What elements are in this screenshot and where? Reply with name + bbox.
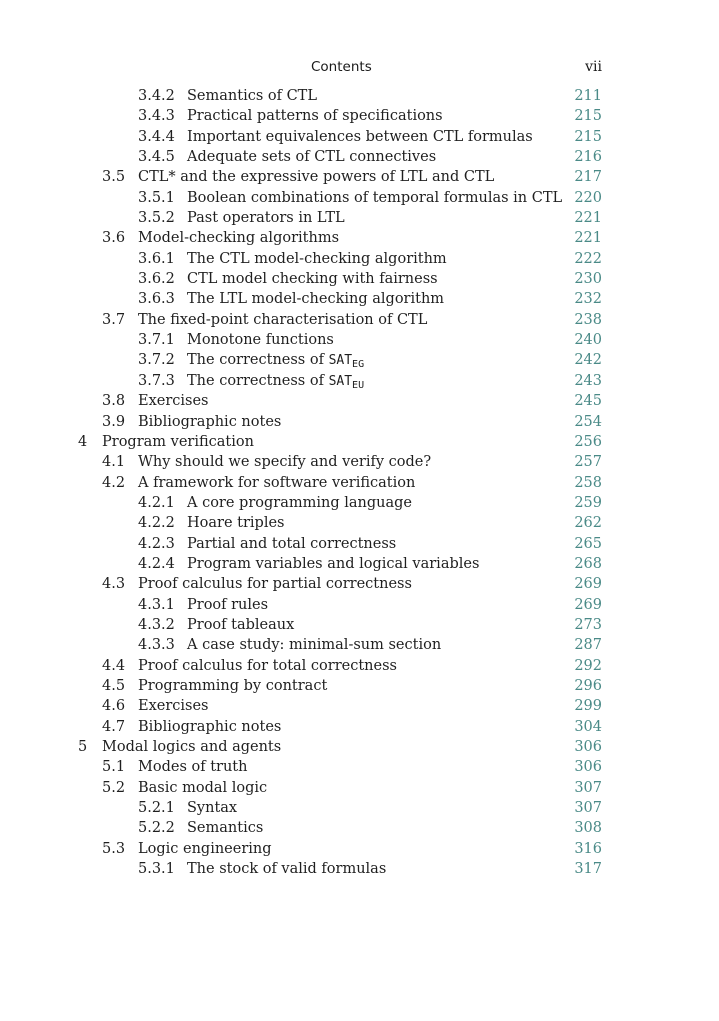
toc-entry-page-link[interactable]: 211 — [574, 88, 602, 104]
toc-entry-page-link[interactable]: 307 — [574, 779, 602, 796]
toc-subsection-row[interactable] — [0, 106, 719, 126]
toc-entry-title-text: Syntax — [187, 800, 238, 817]
toc-entry-number: 3.7 — [102, 311, 126, 328]
toc-entry-title — [138, 778, 267, 798]
toc-entry-title — [102, 432, 254, 452]
toc-entry-title-text: Bibliographic notes — [138, 718, 282, 735]
toc-entry-title-text: The stock of valid formulas — [187, 861, 387, 878]
toc-entry-page-link[interactable]: 257 — [574, 454, 602, 471]
toc-entry-number: 4.2.3 — [138, 535, 175, 552]
toc-entry-title — [138, 656, 397, 676]
toc-entry-number: 3.5 — [102, 169, 126, 186]
toc-entry-page-link[interactable]: 254 — [574, 413, 602, 430]
toc-entry-title-text: Why should we specify and verify code? — [138, 454, 432, 471]
toc-entry-title-text: A core programming language — [187, 494, 412, 511]
toc-entry-title — [187, 534, 396, 554]
toc-section-row[interactable] — [0, 839, 719, 859]
toc-entry-page-link[interactable]: 304 — [574, 718, 602, 735]
toc-entry-number: 5.2.2 — [138, 820, 175, 837]
toc-entry-title-text: A framework for software verification — [138, 474, 416, 491]
toc-entry-title — [138, 574, 412, 594]
toc-entry-title — [187, 127, 533, 147]
running-header-title: Contents — [311, 59, 372, 75]
toc-entry-title-text: Partial and total correctness — [187, 535, 397, 552]
toc-section-row[interactable] — [0, 696, 719, 716]
toc-entry-page-link[interactable]: 221 — [574, 230, 602, 247]
toc-entry-title — [187, 371, 364, 392]
toc-entry-title-text: Semantics — [187, 820, 264, 837]
toc-entry-title-text: CTL model checking with fairness — [187, 271, 438, 288]
toc-entry-page-link[interactable]: 269 — [574, 596, 602, 613]
toc-subsection-row[interactable] — [0, 86, 719, 106]
toc-entry-page-link[interactable]: 273 — [574, 616, 602, 633]
toc-entry-title-text: The correctness of — [187, 352, 329, 369]
toc-section-row[interactable] — [0, 757, 719, 777]
toc-entry-number: 4.2 — [102, 474, 126, 491]
toc-entry-title-text: Modes of truth — [138, 759, 248, 776]
toc-entry-page-link[interactable]: 220 — [574, 189, 602, 206]
toc-entry-title — [187, 269, 438, 289]
toc-section-row[interactable] — [0, 574, 719, 594]
toc-section-row[interactable] — [0, 452, 719, 472]
toc-entry-title — [187, 249, 447, 269]
toc-entry-page-link[interactable]: 221 — [574, 210, 602, 227]
toc-section-row[interactable] — [0, 473, 719, 493]
toc-subsection-row[interactable] — [0, 595, 719, 615]
toc-entry-title-text: Hoare triples — [187, 515, 285, 532]
toc-section-row[interactable] — [0, 656, 719, 676]
toc-entry-title-text: Proof tableaux — [187, 616, 295, 633]
toc-entry-number: 5.2 — [102, 779, 126, 796]
toc-entry-title-text: The fixed-point characterisation of CTL — [138, 311, 428, 328]
toc-subsection-row[interactable] — [0, 269, 719, 289]
toc-entry-title — [138, 676, 327, 696]
toc-section-row[interactable] — [0, 778, 719, 798]
toc-entry-title-text: CTL* and the expressive powers of LTL and CTL — [138, 169, 495, 186]
toc-entry-number: 4.3.3 — [138, 637, 175, 654]
toc-entry-title — [138, 310, 427, 330]
toc-entry-page-link[interactable]: 232 — [574, 291, 602, 308]
toc-subsection-row[interactable] — [0, 493, 719, 513]
toc-entry-number: 5 — [78, 739, 88, 755]
toc-entry-title-text: Proof calculus for partial correctness — [138, 576, 412, 593]
toc-entry-number: 3.7.2 — [138, 352, 175, 369]
toc-section-row[interactable] — [0, 676, 719, 696]
toc-subsection-row[interactable] — [0, 635, 719, 655]
toc-entry-page-link[interactable]: 292 — [574, 657, 602, 674]
toc-entry-title — [187, 147, 436, 167]
toc-entry-page-link[interactable]: 242 — [574, 352, 602, 369]
toc-entry-page-link[interactable]: 307 — [574, 800, 602, 817]
toc-entry-number: 5.3.1 — [138, 861, 175, 878]
toc-entry-title-text: The correctness of — [187, 372, 329, 389]
toc-entry-title-text: Program variables and logical variables — [187, 555, 480, 572]
toc-entry-title-text: Exercises — [138, 393, 209, 410]
toc-entry-title — [187, 106, 443, 126]
toc-subsection-row[interactable] — [0, 350, 719, 370]
toc-entry-number: 3.9 — [102, 413, 126, 430]
toc-entry-page-link[interactable]: 215 — [574, 128, 602, 145]
toc-entry-title — [187, 289, 444, 309]
toc-entry-title-text: Program verification — [102, 433, 254, 450]
toc-entry-title — [138, 391, 209, 411]
toc-entry-title-text: A case study: minimal-sum section — [187, 637, 442, 654]
toc-entry-page-link[interactable]: 245 — [574, 393, 602, 410]
toc-subsection-row[interactable] — [0, 289, 719, 309]
toc-entry-title — [138, 452, 431, 472]
toc-entry-page-link[interactable]: 316 — [574, 840, 602, 857]
toc-entry-page-link[interactable]: 265 — [574, 535, 602, 552]
toc-subsection-row[interactable] — [0, 554, 719, 574]
toc-entry-number: 4.1 — [102, 454, 126, 471]
toc-subsection-row[interactable] — [0, 127, 719, 147]
toc-entry-number: 4.2.2 — [138, 515, 175, 532]
toc-entry-title-text: Bibliographic notes — [138, 413, 282, 430]
toc-subsection-row[interactable] — [0, 249, 719, 269]
toc-entry-page-link[interactable]: 238 — [574, 311, 602, 328]
toc-subsection-row[interactable] — [0, 534, 719, 554]
toc-subsection-row[interactable] — [0, 208, 719, 228]
toc-entry-title — [187, 188, 562, 208]
toc-entry-number: 3.4.4 — [138, 128, 175, 145]
toc-entry-page-link[interactable]: 269 — [574, 576, 602, 593]
toc-subsection-row[interactable] — [0, 513, 719, 533]
toc-entry-page-link[interactable]: 243 — [574, 372, 602, 389]
toc-entry-number: 4.3.2 — [138, 616, 175, 633]
toc-entry-title — [187, 798, 237, 818]
toc-section-row[interactable] — [0, 228, 719, 248]
toc-entry-title-text: Proof rules — [187, 596, 269, 613]
toc-entry-title-text: Basic modal logic — [138, 779, 268, 796]
toc-entry-title-text: Monotone functions — [187, 332, 334, 349]
toc-entry-code-subscript: EU — [352, 379, 365, 391]
toc-entry-number: 3.6.3 — [138, 291, 175, 308]
toc-entry-code-name: SAT — [328, 353, 353, 369]
toc-chapter-row[interactable] — [0, 432, 719, 452]
toc-entry-number: 3.8 — [102, 393, 126, 410]
toc-entry-page-link[interactable]: 222 — [574, 250, 602, 267]
toc-entry-page-link[interactable]: 215 — [574, 108, 602, 125]
toc-entry-title-text: Semantics of CTL — [187, 88, 317, 104]
running-header-page-number: vii — [585, 59, 602, 75]
toc-entry-page-link[interactable]: 287 — [574, 637, 602, 654]
toc-entry-page-link[interactable]: 259 — [574, 494, 602, 511]
toc-entry-title-text: Exercises — [138, 698, 209, 715]
toc-entry-title — [102, 737, 281, 757]
toc-entry-page-link[interactable]: 308 — [574, 820, 602, 837]
toc-entry-title-text: Logic engineering — [138, 840, 272, 857]
toc-entry-title-text: Modal logics and agents — [102, 739, 282, 755]
toc-entry-number: 4 — [78, 433, 88, 450]
toc-entry-title — [138, 228, 339, 248]
toc-entry-title-text: Past operators in LTL — [187, 210, 345, 227]
toc-entry-title-text: Proof calculus for total correctness — [138, 657, 397, 674]
toc-subsection-row[interactable] — [0, 188, 719, 208]
toc-entry-number: 5.2.1 — [138, 800, 175, 817]
toc-entry-page-link[interactable]: 262 — [574, 515, 602, 532]
toc-entry-title — [138, 839, 272, 859]
toc-entry-title-text: Important equivalences between CTL formulas — [187, 128, 533, 145]
toc-entry-page-link[interactable]: 258 — [574, 474, 602, 491]
toc-entry-title — [138, 412, 281, 432]
toc-entry-title — [187, 595, 268, 615]
toc-section-row[interactable] — [0, 412, 719, 432]
toc-section-row[interactable] — [0, 391, 719, 411]
toc-entry-number: 4.3.1 — [138, 596, 175, 613]
toc-entry-code — [329, 374, 365, 389]
toc-subsection-row[interactable] — [0, 818, 719, 838]
toc-entry-title — [187, 350, 364, 371]
toc-subsection-row[interactable] — [0, 615, 719, 635]
toc-entry-number: 3.5.2 — [138, 210, 175, 227]
toc-entry-title-text: Programming by contract — [138, 677, 328, 694]
toc-subsection-row[interactable] — [0, 798, 719, 818]
toc-entry-title — [138, 473, 415, 493]
toc-entry-number: 4.6 — [102, 698, 126, 715]
toc-entry-title — [187, 208, 345, 228]
toc-entry-title-text: The CTL model-checking algorithm — [187, 250, 447, 267]
toc-entry-code-name: SAT — [328, 373, 353, 389]
toc-entry-page-link[interactable]: 240 — [574, 332, 602, 349]
toc-entry-number: 3.6.1 — [138, 250, 175, 267]
toc-entry-page-link[interactable]: 299 — [574, 698, 602, 715]
toc-entry-title-text: The LTL model-checking algorithm — [187, 291, 445, 308]
toc-entry-number: 4.5 — [102, 677, 126, 694]
toc-entry-code-subscript: EG — [352, 359, 365, 371]
toc-subsection-row[interactable] — [0, 371, 719, 391]
toc-entry-number: 3.4.5 — [138, 149, 175, 166]
toc-entry-page-link[interactable]: 317 — [574, 861, 602, 878]
toc-entry-title — [187, 493, 412, 513]
toc-entry-title — [138, 696, 209, 716]
toc-entry-number: 5.3 — [102, 840, 126, 857]
toc-entry-title-text: Practical patterns of specifications — [187, 108, 443, 125]
toc-entry-number: 3.4.2 — [138, 88, 175, 104]
toc-entry-title — [138, 717, 281, 737]
toc-entry-title — [187, 86, 317, 106]
toc-entry-title-text: Adequate sets of CTL connectives — [187, 149, 437, 166]
toc-section-row[interactable] — [0, 717, 719, 737]
toc-entry-number: 3.6.2 — [138, 271, 175, 288]
toc-entry-number: 3.7.3 — [138, 372, 175, 389]
toc-subsection-row[interactable] — [0, 859, 719, 879]
toc-entry-number: 5.1 — [102, 759, 126, 776]
toc-entry-title — [187, 635, 441, 655]
toc-entry-title — [187, 330, 334, 350]
toc-subsection-row[interactable] — [0, 330, 719, 350]
toc-entry-number: 3.6 — [102, 230, 126, 247]
toc-entry-page-link[interactable]: 230 — [574, 271, 602, 288]
toc-entry-number: 3.7.1 — [138, 332, 175, 349]
toc-entry-number: 4.2.4 — [138, 555, 175, 572]
toc-entry-title — [138, 167, 494, 187]
toc-entry-code — [328, 353, 365, 371]
toc-entry-page-link[interactable]: 296 — [574, 677, 602, 694]
toc-entry-title-text: Model-checking algorithms — [138, 230, 340, 247]
toc-section-row[interactable] — [0, 167, 719, 187]
toc-entry-number: 4.2.1 — [138, 494, 175, 511]
toc-entry-number: 3.4.3 — [138, 108, 175, 125]
toc-subsection-row[interactable] — [0, 147, 719, 167]
toc-section-row[interactable] — [0, 310, 719, 330]
toc-entry-page-link[interactable]: 217 — [574, 169, 602, 186]
toc-entry-title — [187, 513, 284, 533]
toc-entry-page-link[interactable]: 256 — [574, 433, 602, 450]
toc-entry-page-link[interactable]: 306 — [574, 739, 602, 755]
toc-entry-number: 4.7 — [102, 718, 126, 735]
table-of-contents — [0, 86, 719, 879]
toc-chapter-row[interactable] — [0, 737, 719, 757]
toc-entry-number: 3.5.1 — [138, 189, 175, 206]
toc-entry-title — [187, 554, 479, 574]
toc-entry-number: 4.4 — [102, 657, 126, 674]
toc-entry-title — [187, 615, 294, 635]
toc-entry-page-link[interactable]: 306 — [574, 759, 602, 776]
running-header — [0, 57, 719, 77]
toc-entry-title — [138, 757, 247, 777]
toc-entry-number: 4.3 — [102, 576, 126, 593]
toc-entry-page-link[interactable]: 268 — [574, 555, 602, 572]
toc-entry-title — [187, 859, 386, 879]
toc-entry-title — [187, 818, 263, 838]
toc-entry-page-link[interactable]: 216 — [574, 149, 602, 166]
toc-entry-title-text: Boolean combinations of temporal formulas in CTL — [187, 189, 563, 206]
